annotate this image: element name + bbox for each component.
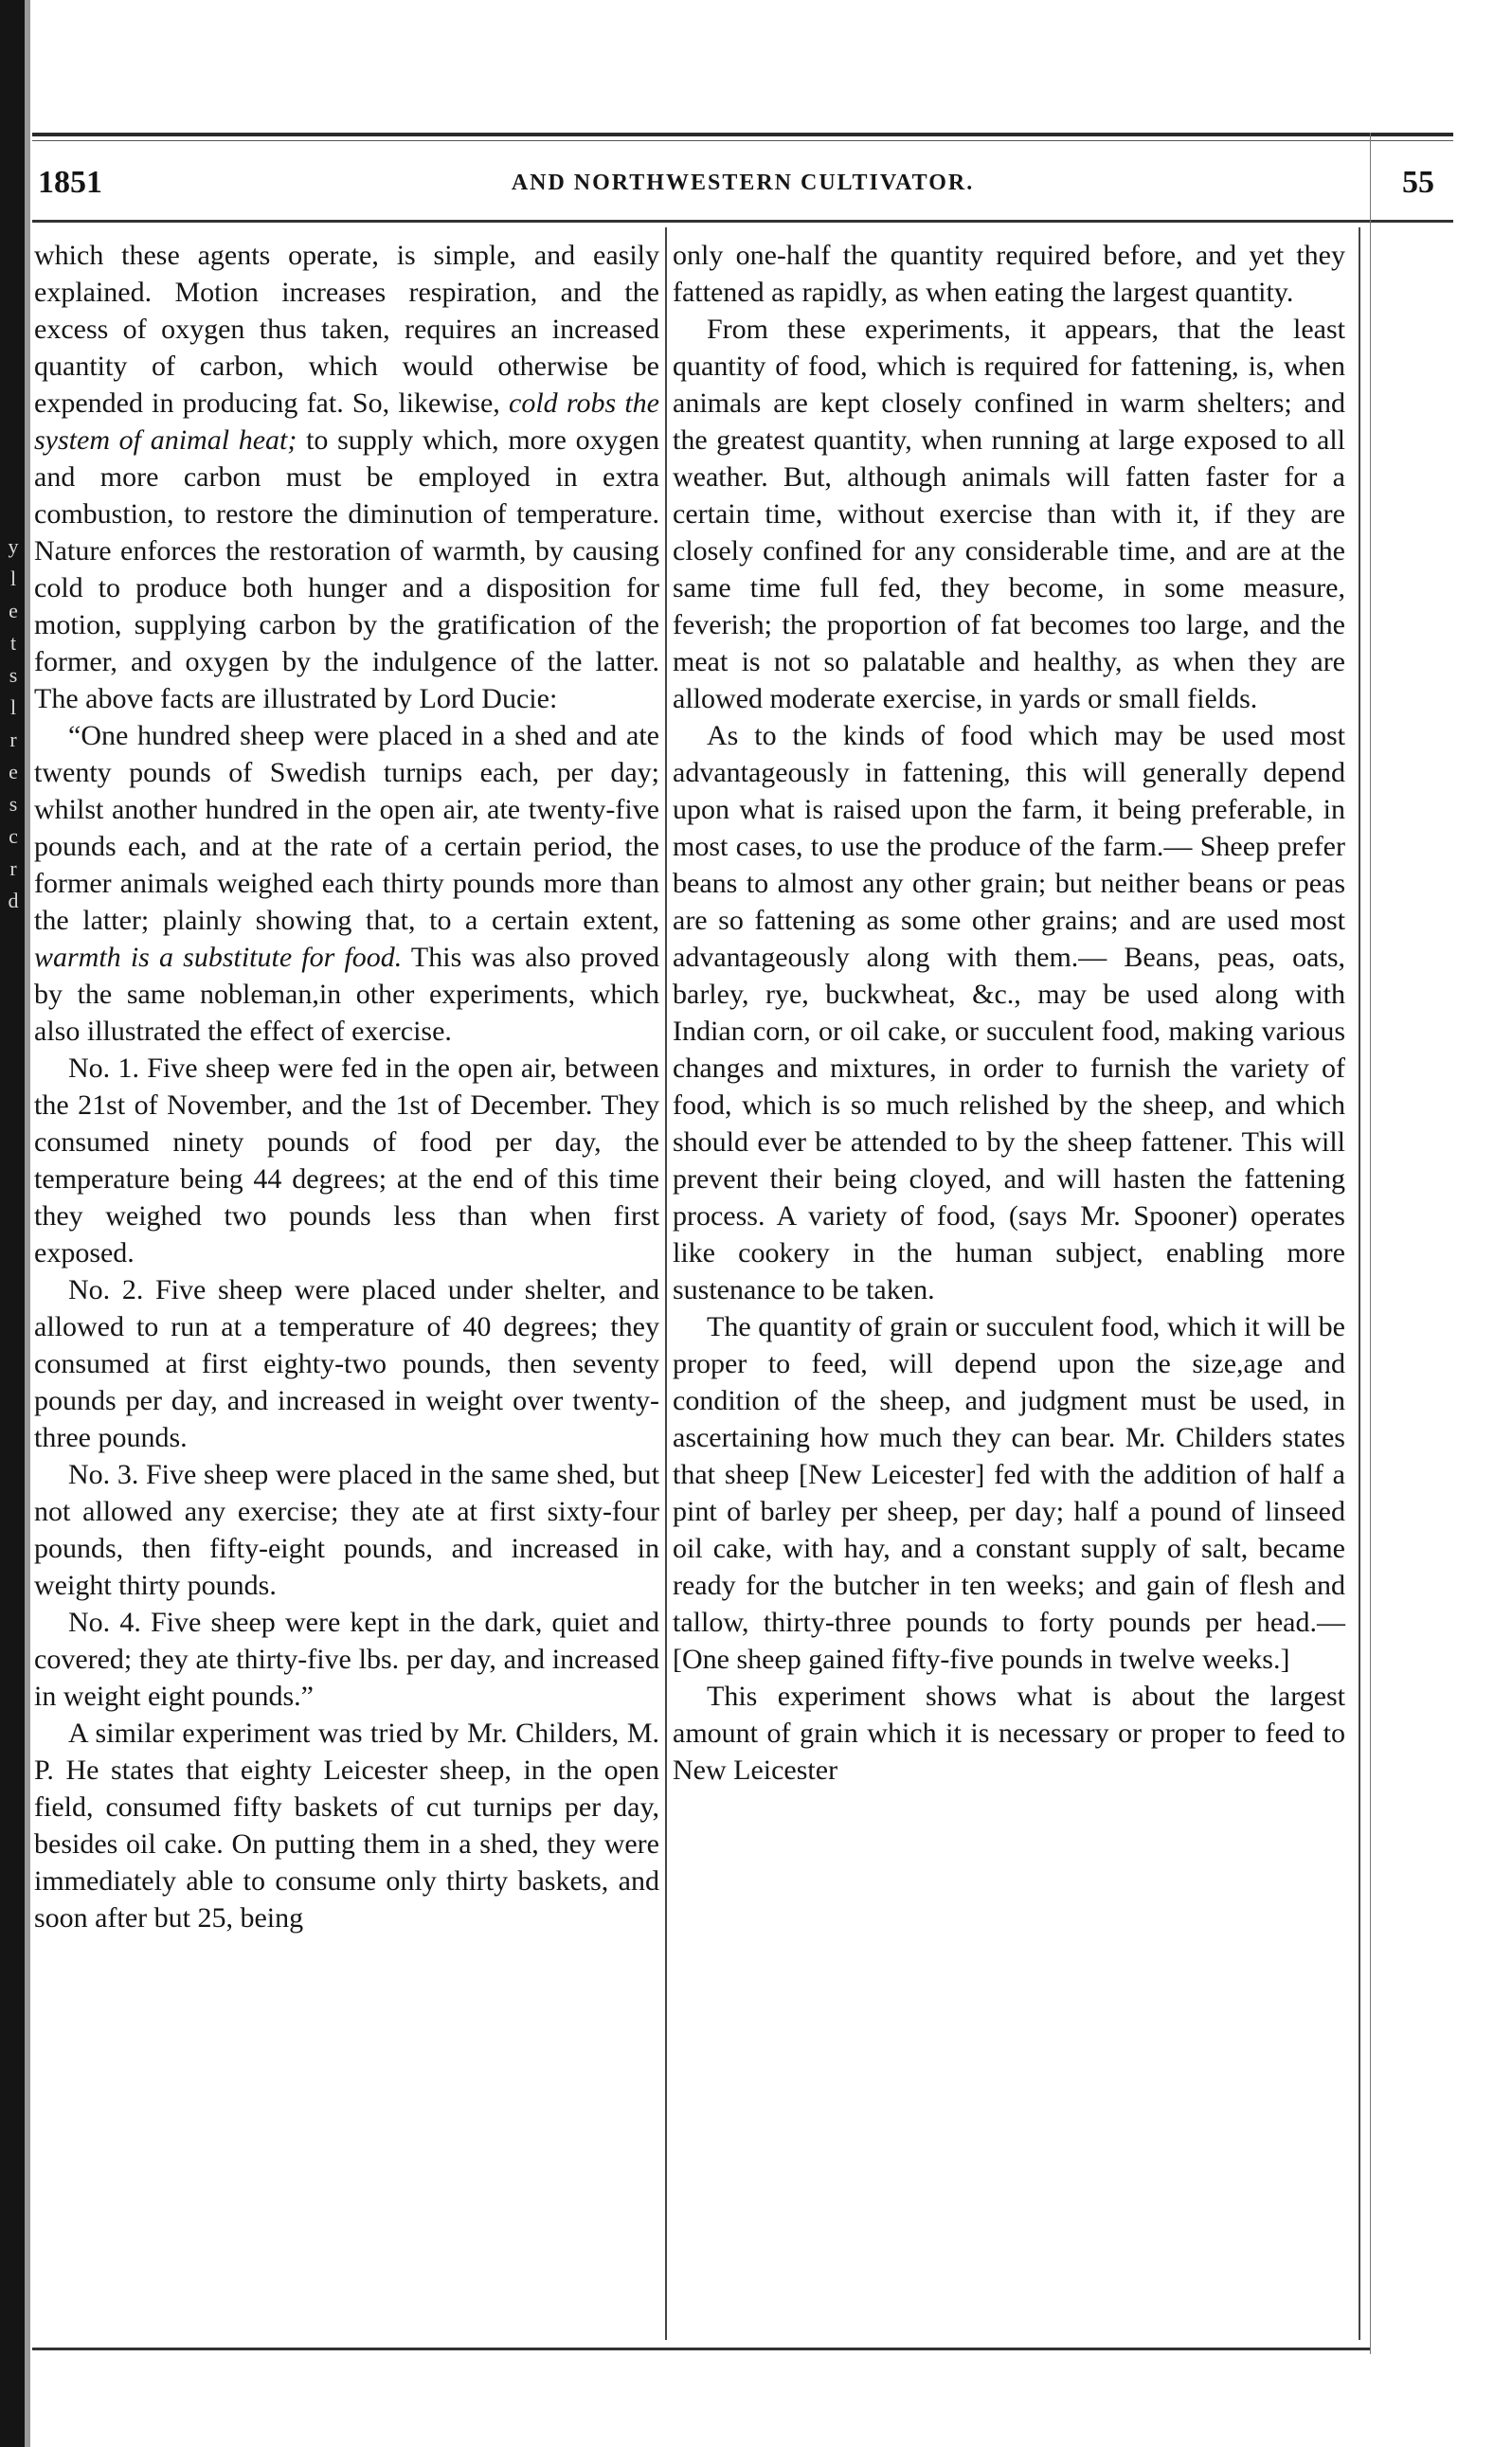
gutter-fragment: y: [8, 534, 19, 558]
top-rule-thin: [32, 140, 1453, 141]
gutter-fragment: l: [9, 567, 17, 590]
newspaper-page: [32, 133, 1453, 2354]
running-head: [32, 161, 1453, 208]
paragraph: [34, 237, 659, 717]
gutter-fragment: e: [9, 599, 18, 622]
header-rule: [32, 220, 1453, 223]
paragraph-text: which these agents operate, is simple, and easily explained. Motion increases respiration, and the excess of oxygen thus taken, requires an increased quantity of carbon, which would otherwise be expended in producing fat. So, likewise,: [34, 240, 659, 419]
gutter-fragment: r: [9, 728, 17, 751]
emphasis-text: warmth is a substitute for food.: [34, 942, 403, 973]
gutter-fragment: s: [9, 663, 18, 687]
gutter-fragment: t: [9, 631, 17, 655]
paragraph: A similar experiment was tried by Mr. Childers, M. P. He states that eighty Leicester sheep, in the open field, consumed fifty baskets of cut turnips per day, besides oil cake. On putting them in a shed, they were immediately able to consume only thirty baskets, and soon after but 25, being: [34, 1718, 659, 1934]
gutter-fragment: s: [9, 792, 18, 816]
bottom-rule: [32, 2348, 1370, 2350]
left-column: [34, 237, 659, 2330]
gutter-fragment: l: [9, 695, 17, 719]
paragraph: No. 1. Five sheep were fed in the open air, between the 21st of November, and the 1st of December. They consumed ninety pounds of food per day, the temperature being 44 degrees; at the end of this time they weighed two pounds less than when first exposed.: [34, 1053, 659, 1268]
emphasis-text: cold robs the system of animal heat;: [34, 387, 659, 456]
paragraph: No. 2. Five sheep were placed under shelter, and allowed to run at a temperature of 40 degrees; they consumed at first eighty-two pounds, then seventy pounds per day, and increased in weight over twenty-three pounds.: [34, 1274, 659, 1453]
paragraph: As to the kinds of food which may be used most advantageously in fattening, this will generally depend upon what is raised upon the farm, it being preferable, in most cases, to use the produce of the farm.— Sheep prefer beans to almost any other grain; but neither beans or peas are so fattening as some other grains; and are used most advantageously along with them.— Beans, peas, oats, barley, rye, buckwheat, &c., may be used along with Indian corn, or oil cake, or succulent food, making various changes and mixtures, in order to furnish the variety of food, which is so much relished by the sheep, and which should ever be attended to by the sheep fattener. This will prevent their being cloyed, and will hasten the fattening process. A variety of food, (says Mr. Spooner) operates like cookery in the human subject, enabling more sustenance to be taken.: [673, 720, 1345, 1305]
right-column: [673, 237, 1345, 2330]
gutter-edge: [25, 0, 30, 2447]
top-rule: [32, 133, 1453, 136]
paragraph: From these experiments, it appears, that the least quantity of food, which is required for fattening, is, when animals are kept closely confined in warm shelters; and the greatest quantity, when running at large exposed to all weather. But, although animals will fatten faster for a certain time, without exercise than with it, if they are closely confined for any considerable time, and are at the same time full fed, they become, in some measure, feverish; the proportion of fat becomes too large, and the meat is not so palatable and healthy, as when they are allowed moderate exercise, in yards or small fields.: [673, 314, 1345, 714]
page-frame-right: [1370, 133, 1371, 2354]
paragraph: [34, 717, 659, 1050]
page-number: 55: [1402, 165, 1434, 200]
gutter-fragment: c: [9, 824, 18, 848]
year: 1851: [38, 165, 102, 200]
gutter-fragment: d: [8, 889, 19, 912]
paragraph: No. 4. Five sheep were kept in the dark, quiet and covered; they ate thirty-five lbs. per day, and increased in weight eight pounds.”: [34, 1607, 659, 1712]
paragraph: This experiment shows what is about the largest amount of grain which it is necessary or proper to feed to New Leicester: [673, 1681, 1345, 1786]
gutter-fragments: [2, 531, 25, 917]
paragraph: The quantity of grain or succulent food, which it will be proper to feed, will depend upon the size,age and condition of the sheep, and judgment must be used, in ascertaining how much they can bear. Mr. Childers states that sheep [New Leicester] fed with the addition of half a pint of barley per sheep, per day; half a pound of linseed oil cake, with hay, and a constant supply of salt, became ready for the butcher in ten weeks; and gain of flesh and tallow, thirty-three pounds to forty pounds per head.— [One sheep gained fifty-five pounds in twelve weeks.]: [673, 1311, 1345, 1675]
gutter-fragment: r: [9, 856, 17, 880]
paragraph-text: to supply which, more oxygen and more carbon must be employed in extra combustion, to restore the diminution of temperature. Nature enforces the restoration of warmth, by causing cold to produce both hunger and a disposition for motion, supplying carbon by the gratification of the former, and oxygen by the indulgence of the latter. The above facts are illustrated by Lord Ducie:: [34, 424, 659, 714]
paragraph-text: This was also proved by the same nobleman,in other experiments, which also illustrated the effect of exercise.: [34, 942, 659, 1047]
column-divider: [665, 227, 667, 2340]
paragraph: only one-half the quantity required before, and yet they fattened as rapidly, as when eating the largest quantity.: [673, 240, 1345, 308]
journal-title: AND NORTHWESTERN CULTIVATOR.: [511, 171, 975, 195]
column-frame-right: [1359, 227, 1360, 2340]
paragraph: No. 3. Five sheep were placed in the same shed, but not allowed any exercise; they ate at first sixty-four pounds, then fifty-eight pounds, and increased in weight thirty pounds.: [34, 1459, 659, 1601]
paragraph-text: “One hundred sheep were placed in a shed and ate twenty pounds of Swedish turnips each, per day; whilst another hundred in the open air, ate twenty-five pounds each, and at the rate of a certain period, the former animals weighed each thirty pounds more than the latter; plainly showing that, to a certain extent,: [34, 720, 659, 936]
gutter-fragment: e: [9, 760, 18, 783]
book-spine-shadow: [0, 0, 25, 2447]
